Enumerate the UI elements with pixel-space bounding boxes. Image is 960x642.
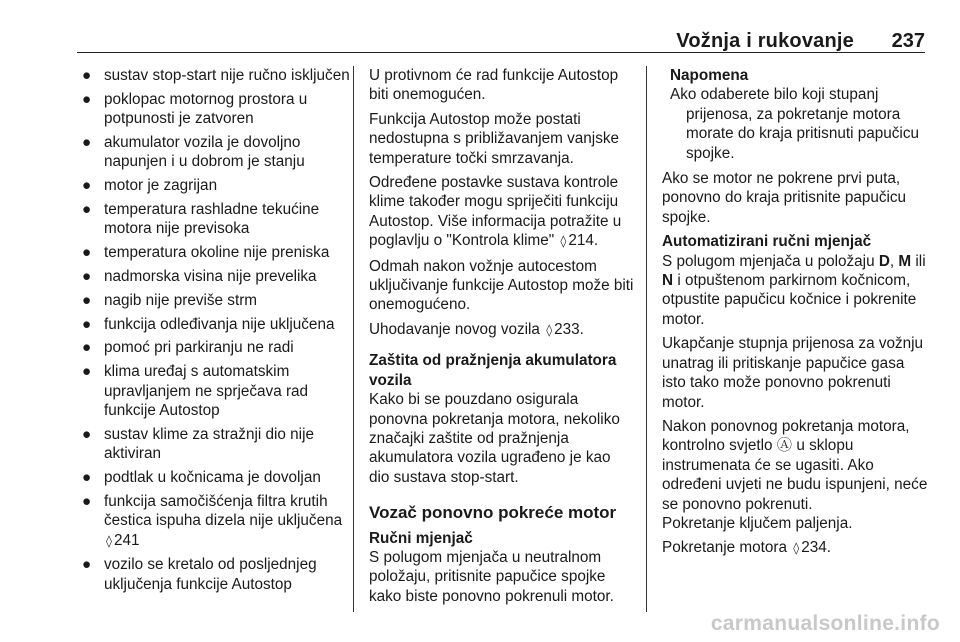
paragraph: Pokretanje motora ◊ 234. [662, 539, 831, 557]
bullet-icon: ● [82, 492, 92, 510]
section-battery-protection [369, 351, 635, 487]
list-item: ● sustav klime za stražnji dio nije aktiviran [82, 425, 314, 463]
paragraph: Ukapčanje stupnja prijenosa za vožnju unatrag ili pritiskanje papučice gasa isto tako može ponovno pokrenuti motor. [662, 335, 924, 411]
list-item: ● podtlak u kočnicama je dovoljan [82, 469, 321, 486]
cross-reference-icon: ◊ [793, 541, 800, 556]
column-3 [662, 66, 928, 564]
subheading: Automatizirani ručni mjenjač [662, 233, 872, 251]
paragraph: Ako se motor ne pokrene prvi puta, ponovno do kraja pritisnite papučicu spojke. [662, 170, 907, 226]
gear-label-n: N [662, 272, 674, 290]
bullet-icon: ● [82, 177, 92, 195]
bullet-icon: ● [82, 556, 92, 574]
bullet-icon: ● [82, 315, 92, 333]
subheading: Ručni mjenjač [369, 529, 473, 547]
page-number: 237 [891, 30, 925, 52]
subheading: Zaštita od pražnjenja akumulatora vozila [369, 352, 617, 389]
list-item: ● temperatura okoline nije preniska [82, 244, 330, 262]
note-label: Napomena [670, 67, 749, 84]
bullet-icon: ● [82, 339, 92, 357]
bullet-icon: ● [82, 90, 92, 108]
bullet-icon: ● [82, 244, 92, 262]
watermark: carmanualsonline.info [710, 612, 940, 635]
bullet-icon: ● [82, 425, 92, 443]
paragraph: S polugom mjenjača u neutralnom položaju, pritisnite papučice spojke kako biste ponovno pokrenuli motor. [369, 548, 614, 605]
bullet-icon: ● [82, 134, 92, 151]
paragraph: S polugom mjenjača u položaju D, M ili N i otpuštenom parkirnom kočnicom, otpustite papučicu kočnice i pokrenite motor. [662, 252, 926, 328]
bullet-icon: ● [82, 268, 92, 285]
column-2 [369, 66, 635, 611]
bullet-icon: ● [82, 363, 92, 381]
paragraph: Uhodavanje novog vozila ◊ 233. [369, 320, 584, 338]
column-divider-2 [646, 66, 647, 612]
page-header [0, 0, 960, 56]
bullet-icon: ● [82, 469, 92, 486]
page-reference-link[interactable]: 241 [113, 531, 140, 549]
page-title: Vožnja i rukovanje [676, 30, 854, 52]
paragraph: Određene postavke sustava kontrole klime također mogu spriječiti funkciju Autostop. Više informacija potražite u poglavlju o "Kontrola klime" ◊ 214. [369, 174, 622, 250]
gear-label-m: M [898, 252, 912, 270]
note-body: Ako odaberete bilo koji stupanj prijenosa, za pokretanje motora morate do kraja pritisnuti papučicu spojke. [670, 86, 919, 162]
list-item: ● nadmorska visina nije prevelika [82, 268, 317, 285]
condition-list [80, 66, 352, 594]
bullet-icon: ● [82, 67, 92, 84]
column-divider-1 [353, 66, 354, 612]
paragraph: Nakon ponovnog pokretanja motora, kontrolno svjetlo Ⓐ u sklopu instrumenata će se ugasiti. Ako određeni uvjeti ne budu ispunjeni, neće se ponovno pokrenuti. Pokretanje ključem paljenja. [662, 417, 928, 532]
list-item: ● akumulator vozila je dovoljno napunjen i u dobrom je stanju [82, 134, 305, 171]
page-reference-link[interactable]: 214. [568, 232, 599, 250]
paragraph: Kako bi se pouzdano osigurala ponovna pokretanja motora, nekoliko značajki zaštite od pražnjenja akumulatora vozila ugrađeno je kao dio sustava stop-start. [369, 391, 620, 486]
gear-label-d: D [878, 252, 890, 270]
autostop-indicator-icon: Ⓐ [776, 437, 793, 455]
list-item: ● sustav stop-start nije ručno isključen [82, 67, 350, 84]
cross-reference-icon: ◊ [106, 533, 112, 548]
list-item: ● klima uređaj s automatskim upravljanjem ne sprječava rad funkcije Autostop [82, 363, 309, 419]
paragraph: U protivnom će rad funkcije Autostop biti onemogućen. [369, 67, 619, 104]
cross-reference-icon: ◊ [546, 322, 553, 337]
bullet-icon: ● [82, 201, 92, 218]
list-item: ● pomoć pri parkiranju ne radi [82, 339, 294, 357]
section-heading: Vozač ponovno pokreće motor [369, 503, 617, 523]
cross-reference-icon: ◊ [560, 234, 567, 249]
list-item: ● funkcija samočišćenja filtra krutih čestica ispuha dizela nije uključena ◊ 241 [82, 492, 343, 549]
paragraph: Odmah nakon vožnje autocestom uključivanje funkcije Autostop može biti onemogućeno. [369, 257, 634, 314]
list-item: ● temperatura rashladne tekućine motora nije previsoka [82, 201, 320, 238]
list-item: ● poklopac motornog prostora u potpunosti je zatvoren [82, 90, 308, 128]
page-reference-link[interactable]: 233. [554, 320, 584, 338]
list-item: ● funkcija odleđivanja nije uključena [82, 315, 335, 333]
column-1 [80, 66, 352, 599]
paragraph: Funkcija Autostop može postati nedostupna s približavanjem vanjske temperature točki smrzavanja. [369, 110, 619, 167]
page-reference-link[interactable]: 234. [801, 539, 831, 557]
list-item: ● motor je zagrijan [82, 177, 218, 195]
list-item: ● nagib nije previše strm [82, 291, 258, 309]
header-divider [77, 52, 925, 53]
list-item: ● vozilo se kretalo od posljednjeg uključenja funkcije Autostop [82, 556, 317, 593]
bullet-icon: ● [82, 291, 92, 309]
